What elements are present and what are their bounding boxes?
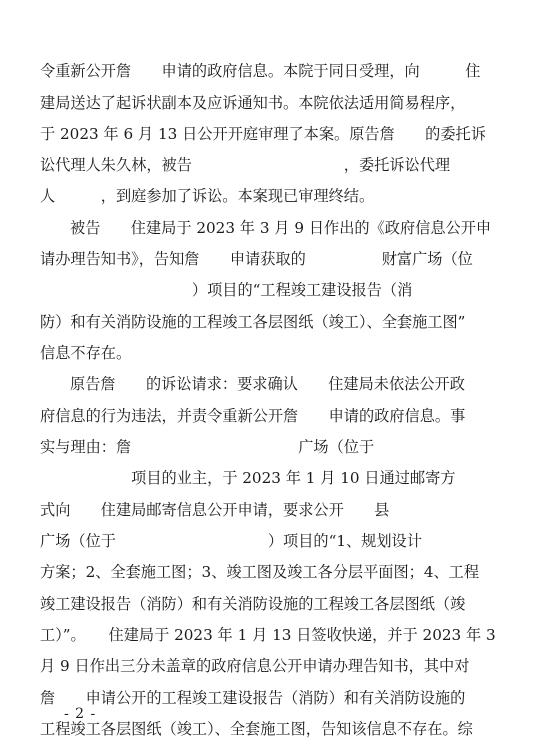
text-line: 方案；2、全套施工图；3、竣工图及竣工各分层平面图；4、工程 bbox=[40, 563, 480, 581]
text-line: 式向 住建局邮寄信息公开申请，要求公开 县 bbox=[40, 501, 390, 519]
paragraph-first-line: 原告詹 的诉讼请求：要求确认 住建局未依法公开政 bbox=[70, 375, 465, 393]
text-line: 竣工建设报告（消防）和有关消防设施的工程竣工各层图纸（竣 bbox=[40, 595, 466, 613]
text-line: 于 2023 年 6 月 13 日公开开庭审理了本案。原告詹 的委托诉 bbox=[40, 125, 486, 143]
text-line: 项目的业主，于 2023 年 1 月 10 日通过邮寄方 bbox=[40, 469, 456, 487]
text-line: 建局送达了起诉状副本及应诉通知书。本院依法适用简易程序， bbox=[40, 94, 466, 112]
page-number: - 2 - bbox=[64, 706, 97, 722]
text-line: 广场（位于 ）项目的“1、规划设计 bbox=[40, 532, 422, 550]
text-line: 请办理告知书》，告知詹 申请获取的 财富广场（位 bbox=[40, 250, 473, 268]
text-line: 月 9 日作出三分未盖章的政府信息公开申请办理告知书，其中对 bbox=[40, 657, 470, 675]
text-line: 实与理由：詹 广场（位于 bbox=[40, 438, 375, 456]
text-line: 防）和有关消防设施的工程竣工各层图纸（竣工）、全套施工图” bbox=[40, 313, 466, 331]
text-line: 工）”。 住建局于 2023 年 1 月 13 日签收快递，并于 2023 年 3 bbox=[40, 626, 496, 644]
text-line: ）项目的“工程竣工建设报告（消 bbox=[40, 281, 413, 299]
text-line: 府信息的行为违法，并责令重新公开詹 申请的政府信息。事 bbox=[40, 407, 466, 425]
text-line: 信息不存在。 bbox=[40, 344, 132, 362]
text-line: 工程竣工各层图纸（竣工）、全套施工图，告知该信息不存在。综 bbox=[40, 720, 473, 738]
paragraph-first-line: 被告 住建局于 2023 年 3 月 9 日作出的《政府信息公开申 bbox=[70, 219, 492, 237]
text-line: 人 ，到庭参加了诉讼。本案现已审理终结。 bbox=[40, 187, 375, 205]
text-line: 詹 申请公开的工程竣工建设报告（消防）和有关消防设施的 bbox=[40, 689, 466, 707]
text-line: 讼代理人朱久林，被告 ，委托诉讼代理 bbox=[40, 156, 451, 174]
text-line: 令重新公开詹 申请的政府信息。本院于同日受理，向 住 bbox=[40, 62, 481, 80]
